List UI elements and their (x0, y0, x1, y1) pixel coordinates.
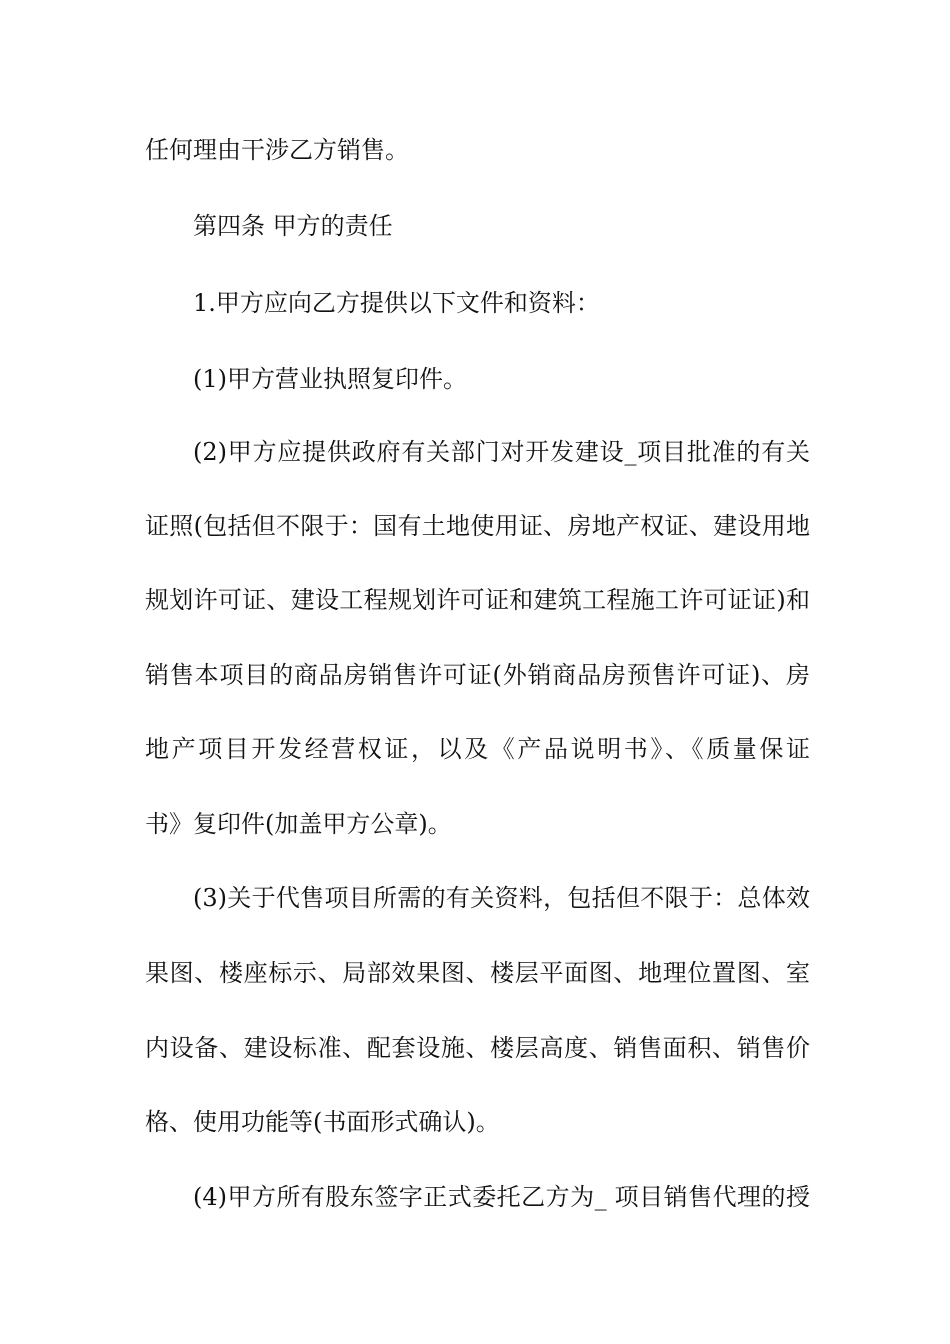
item-2-line-4: 销售本项目的商品房销售许可证(外销商品房预售许可证)、房 (145, 661, 810, 689)
clause-1: 1.甲方应向乙方提供以下文件和资料： (193, 289, 600, 317)
item-3-line-2: 果图、楼座标示、局部效果图、楼层平面图、地理位置图、室 (145, 959, 810, 987)
item-2-line-5: 地产项目开发经营权证，以及《产品说明书》、《质量保证 (145, 735, 810, 763)
item-3-line-1: (3)关于代售项目所需的有关资料，包括但不限于：总体效 (193, 884, 810, 912)
item-2-line-3: 规划许可证、建设工程规划许可证和建筑工程施工许可证证)和 (145, 586, 810, 614)
item-4-line-1: (4)甲方所有股东签字正式委托乙方为_ 项目销售代理的授 (193, 1183, 810, 1211)
item-3-line-4: 格、使用功能等(书面形式确认)。 (145, 1108, 500, 1136)
item-2-line-1: (2)甲方应提供政府有关部门对开发建设_项目批准的有关 (193, 438, 810, 466)
item-2-line-2: 证照(包括但不限于：国有土地使用证、房地产权证、建设用地 (145, 512, 810, 540)
article-heading: 第四条 甲方的责任 (193, 212, 393, 240)
item-2-line-6: 书》复印件(加盖甲方公章)。 (145, 810, 452, 838)
item-1: (1)甲方营业执照复印件。 (193, 365, 467, 393)
text-line-carryover: 任何理由干涉乙方销售。 (145, 136, 409, 164)
item-3-line-3: 内设备、建设标准、配套设施、楼层高度、销售面积、销售价 (145, 1034, 810, 1062)
